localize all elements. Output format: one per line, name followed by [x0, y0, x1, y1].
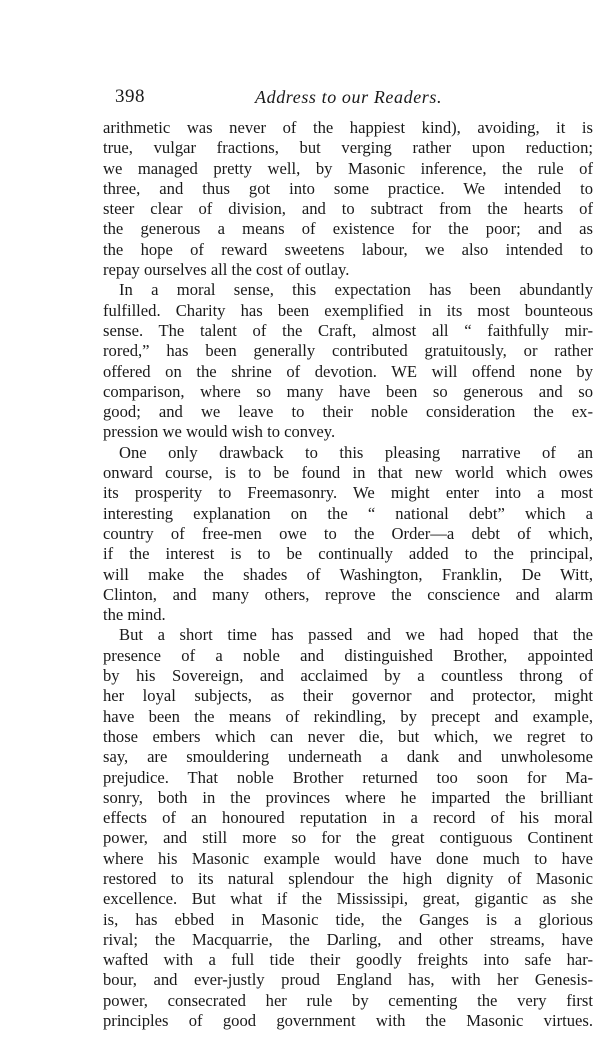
text-line: onward course, is to be found in that new world which owes: [103, 463, 593, 483]
text-line: offered on the shrine of devotion. WE will offend none by: [103, 361, 593, 381]
text-line: if the interest is to be continually added to the principal,: [103, 544, 593, 564]
text-line: its prosperity to Freemasonry. We might enter into a most: [103, 483, 593, 503]
text-line: we managed pretty well, by Masonic inference, the rule of: [103, 158, 593, 178]
text-line: where his Masonic example would have done much to have: [103, 848, 593, 868]
text-line: One only drawback to this pleasing narrative of an: [119, 442, 593, 462]
text-line: sense. The talent of the Craft, almost all “ faithfully mir-: [103, 320, 593, 340]
text-line: have been the means of rekindling, by precept and example,: [103, 706, 593, 726]
text-line: say, are smouldering underneath a dank and unwholesome: [103, 747, 593, 767]
text-line: In a moral sense, this expectation has been abundantly: [119, 280, 593, 300]
text-line: power, consecrated her rule by cementing the very first: [103, 990, 593, 1010]
text-line: the mind.: [103, 605, 166, 625]
text-line: comparison, where so many have been so generous and so: [103, 381, 593, 401]
text-line: good; and we leave to their noble consideration the ex-: [103, 402, 593, 422]
text-line: effects of an honoured reputation in a record of his moral: [103, 808, 593, 828]
page-header: [103, 86, 593, 118]
page-number: 398: [115, 86, 145, 107]
text-line: rored,” has been generally contributed gratuitously, or rather: [103, 341, 593, 361]
text-line: power, and still more so for the great contiguous Continent: [103, 828, 593, 848]
text-line: fulfilled. Charity has been exemplified in its most bounteous: [103, 300, 593, 320]
text-line: presence of a noble and distinguished Brother, appointed: [103, 645, 593, 665]
text-line: excellence. But what if the Mississipi, great, gigantic as she: [103, 889, 593, 909]
text-line: But a short time has passed and we had hoped that the: [119, 625, 593, 645]
book-page: [103, 86, 593, 1031]
text-line: three, and thus got into some practice. We intended to: [103, 178, 593, 198]
text-line: her loyal subjects, as their governor and protector, might: [103, 686, 593, 706]
text-line: Clinton, and many others, reprove the conscience and alarm: [103, 584, 593, 604]
text-line: wafted with a full tide their goodly freights into safe har-: [103, 950, 593, 970]
text-line: the hope of reward sweetens labour, we also intended to: [103, 239, 593, 259]
body-text: [103, 118, 593, 1031]
text-line: country of free-men owe to the Order—a debt of which,: [103, 523, 593, 543]
text-line: bour, and ever-justly proud England has, with her Genesis-: [103, 970, 593, 990]
text-line: interesting explanation on the “ national debt” which a: [103, 503, 593, 523]
text-line: principles of good government with the Masonic virtues.: [103, 1011, 593, 1031]
text-line: true, vulgar fractions, but verging rather upon reduction;: [103, 138, 593, 158]
text-line: steer clear of division, and to subtract from the hearts of: [103, 199, 593, 219]
text-line: repay ourselves all the cost of outlay.: [103, 260, 350, 280]
text-line: rival; the Macquarrie, the Darling, and other streams, have: [103, 929, 593, 949]
running-title: Address to our Readers.: [255, 87, 443, 107]
text-line: pression we would wish to convey.: [103, 422, 336, 442]
text-line: restored to its natural splendour the high dignity of Masonic: [103, 868, 593, 888]
text-line: prejudice. That noble Brother returned too soon for Ma-: [103, 767, 593, 787]
text-line: will make the shades of Washington, Franklin, De Witt,: [103, 564, 593, 584]
text-line: sonry, both in the provinces where he imparted the brilliant: [103, 787, 593, 807]
text-line: the generous a means of existence for the poor; and as: [103, 219, 593, 239]
text-line: by his Sovereign, and acclaimed by a countless throng of: [103, 666, 593, 686]
text-line: is, has ebbed in Masonic tide, the Ganges is a glorious: [103, 909, 593, 929]
text-line: arithmetic was never of the happiest kind), avoiding, it is: [103, 118, 593, 137]
text-line: those embers which can never die, but which, we regret to: [103, 726, 593, 746]
